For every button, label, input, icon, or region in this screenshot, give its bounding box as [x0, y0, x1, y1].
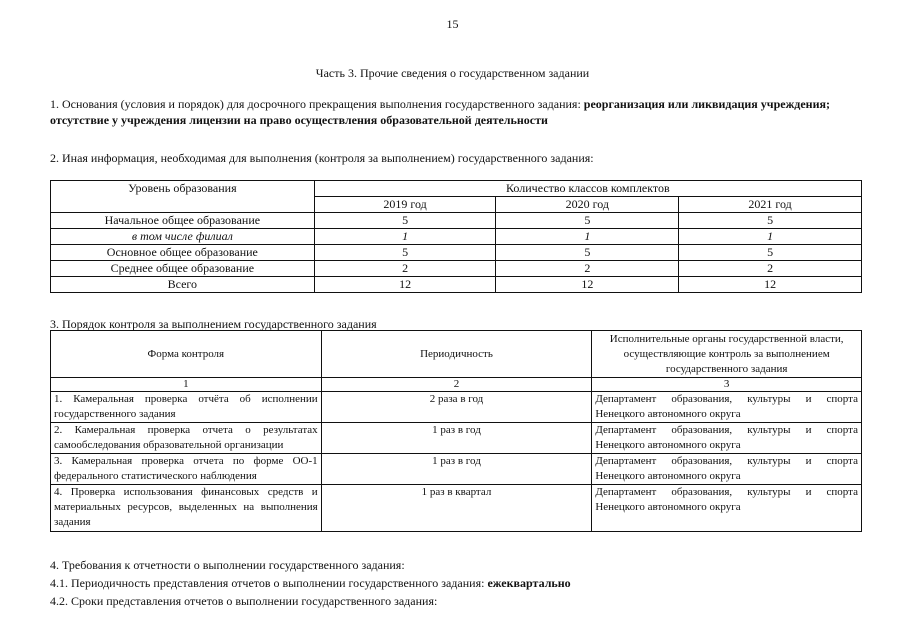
control-authority: Департамент образования, культуры и спорта Ненецкого автономного округа: [592, 423, 862, 454]
part-heading: Часть 3. Прочие сведения о государственном задании: [315, 66, 590, 80]
cell-value: 12: [314, 277, 496, 293]
header-form: Форма контроля: [51, 331, 322, 378]
section-4-1-text: 4.1. Периодичность представления отчетов о выполнении государственного задания:: [50, 576, 488, 590]
row-label: Начальное общее образование: [51, 213, 315, 229]
cell-value: 5: [679, 245, 862, 261]
control-period: 1 раз в год: [321, 423, 592, 454]
header-year: 2021 год: [679, 197, 862, 213]
table-row: [51, 277, 862, 293]
control-authority: Департамент образования, культуры и спорта Ненецкого автономного округа: [592, 392, 862, 423]
row-label: Всего: [51, 277, 315, 293]
header-authority: Исполнительные органы государственной власти, осуществляющие контроль за выполнением государственного задания: [592, 331, 862, 378]
header-year: 2020 год: [496, 197, 679, 213]
table-row: [51, 423, 862, 454]
column-number: 2: [321, 378, 592, 392]
cell-value: 5: [679, 213, 862, 229]
header-level: Уровень образования: [51, 181, 315, 213]
control-period: 2 раза в год: [321, 392, 592, 423]
table-row: [51, 229, 862, 245]
section-4-1-bold: ежеквартально: [487, 576, 571, 590]
section-1-bold: реорганизация или ликвидация учреждения; отсутствие у учреждения лицензии на право осуществления образовательной деятельности: [50, 97, 830, 127]
column-number: 3: [592, 378, 862, 392]
control-form: 4. Проверка использования финансовых средств и материальных ресурсов, выделенных на выполнения задания: [51, 485, 322, 532]
cell-value: 1: [679, 229, 862, 245]
cell-value: 2: [314, 261, 496, 277]
control-table: [50, 330, 862, 532]
cell-value: 5: [496, 213, 679, 229]
table-row: [51, 454, 862, 485]
control-period: 1 раз в квартал: [321, 485, 592, 532]
cell-value: 12: [679, 277, 862, 293]
section-4-2-paragraph: 4.2. Сроки представления отчетов о выполнении государственного задания:: [50, 594, 438, 608]
cell-value: 12: [496, 277, 679, 293]
control-form: 1. Камеральная проверка отчёта об исполнении государственного задания: [51, 392, 322, 423]
row-label: в том числе филиал: [51, 229, 315, 245]
table-row: [51, 392, 862, 423]
cell-value: 1: [314, 229, 496, 245]
table-row: [51, 213, 862, 229]
section-1-paragraph: [50, 96, 862, 128]
control-period: 1 раз в год: [321, 454, 592, 485]
section-4-1-paragraph: [50, 576, 571, 591]
row-label: Основное общее образование: [51, 245, 315, 261]
cell-value: 5: [314, 245, 496, 261]
section-1-text: 1. Основания (условия и порядок) для досрочного прекращения выполнения государственного задания:: [50, 97, 584, 111]
cell-value: 1: [496, 229, 679, 245]
cell-value: 2: [679, 261, 862, 277]
page-number: 15: [446, 17, 459, 31]
control-authority: Департамент образования, культуры и спорта Ненецкого автономного округа: [592, 485, 862, 532]
header-period: Периодичность: [321, 331, 592, 378]
table-row: [51, 261, 862, 277]
table-row: [51, 245, 862, 261]
cell-value: 5: [314, 213, 496, 229]
control-form: 2. Камеральная проверка отчета о результатах самообследования образовательной организации: [51, 423, 322, 454]
row-label: Среднее общее образование: [51, 261, 315, 277]
section-2-paragraph: 2. Иная информация, необходимая для выполнения (контроля за выполнением) государственного задания:: [50, 151, 594, 165]
header-year: 2019 год: [314, 197, 496, 213]
header-class-count: Количество классов комплектов: [314, 181, 861, 197]
table-row: [51, 485, 862, 532]
section-4-paragraph: 4. Требования к отчетности о выполнении государственного задания:: [50, 558, 405, 572]
control-authority: Департамент образования, культуры и спорта Ненецкого автономного округа: [592, 454, 862, 485]
cell-value: 5: [496, 245, 679, 261]
section-3-paragraph: 3. Порядок контроля за выполнением государственного задания: [50, 317, 377, 331]
cell-value: 2: [496, 261, 679, 277]
column-number: 1: [51, 378, 322, 392]
control-form: 3. Камеральная проверка отчета по форме ОО-1 федерального статистического наблюдения: [51, 454, 322, 485]
class-count-table: [50, 180, 862, 293]
